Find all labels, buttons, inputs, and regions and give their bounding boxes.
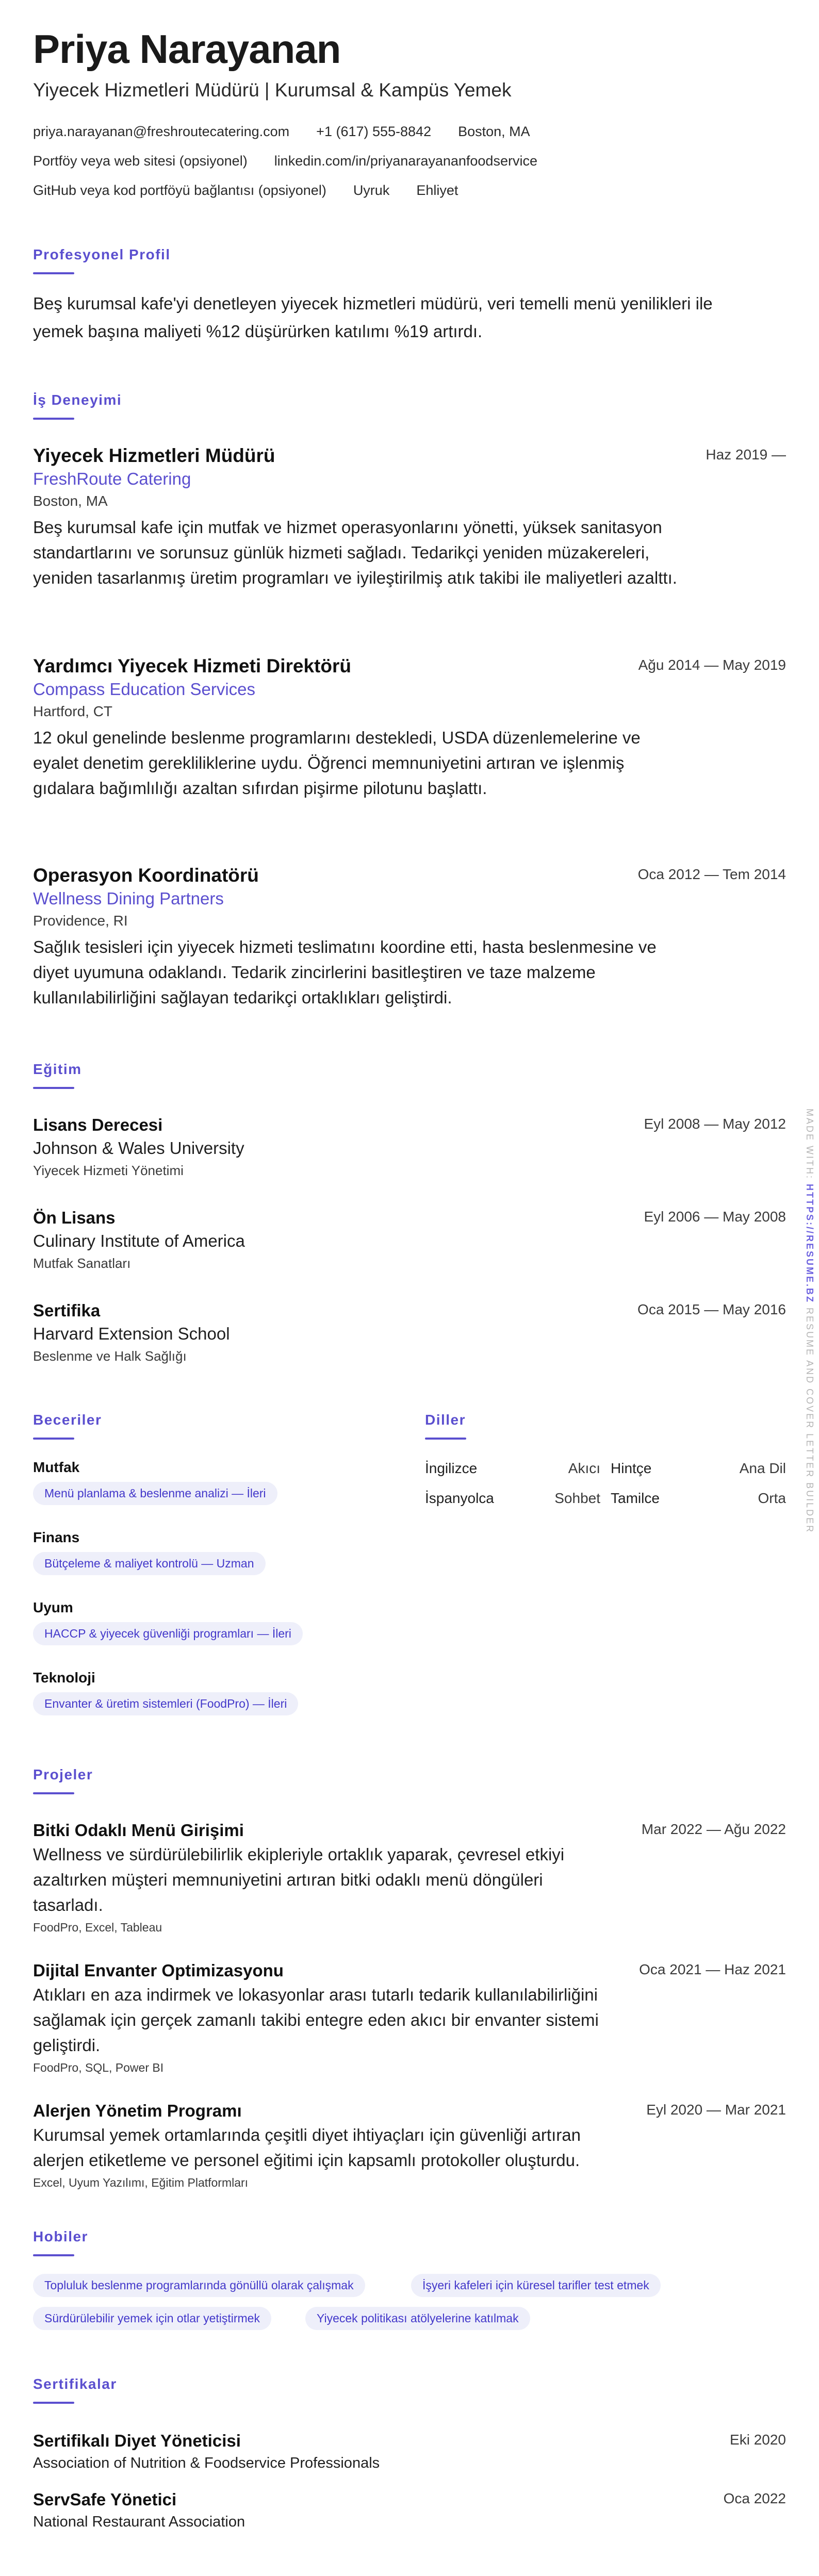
certifications-heading: Sertifikalar (33, 2376, 117, 2392)
study-field: Beslenme ve Halk Sağlığı (33, 1348, 187, 1364)
language-name: Hintçe (611, 1460, 652, 1476)
job-description: Sağlık tesisleri için yiyecek hizmeti teslimatını koordine etti, hasta beslenmesine ve diyet uyumuna odaklandı. Tedarik zincirlerini basitleştiren ve taze malzeme kullanılabilirliğini sağlayan tedarikçi ortaklıkları geliştirdi. (33, 937, 657, 1007)
education-date: Eyl 2006 — May 2008 (644, 1209, 786, 1225)
certifications-rule (33, 2402, 74, 2404)
candidate-name: Priya Narayanan (33, 26, 341, 72)
hobbies-heading: Hobiler (33, 2228, 88, 2244)
project-date: Oca 2021 — Haz 2021 (639, 1961, 786, 1977)
job-date: Oca 2012 — Tem 2014 (637, 866, 786, 882)
experience-rule (33, 418, 74, 420)
hobby-chip: İşyeri kafeleri için küresel tarifler test etmek (411, 2274, 661, 2297)
portfolio-link[interactable]: Portföy veya web sitesi (opsiyonel) (33, 153, 248, 169)
project-tech: Excel, Uyum Yazılımı, Eğitim Platformları (33, 2176, 249, 2189)
profile-heading: Profesyonel Profil (33, 246, 171, 262)
language-level: Akıcı (568, 1460, 600, 1476)
language-item (425, 1490, 600, 1507)
language-name: Tamilce (611, 1490, 660, 1506)
degree-name: Ön Lisans (33, 1208, 116, 1227)
project-description: Wellness ve sürdürülebilirlik ekipleriyle ortaklık yaparak, çevresel etkiyi azaltırken müşteri memnuniyetini artıran bitki odaklı menü döngüleri tasarladı. (33, 1845, 565, 1914)
skill-category: Uyum (33, 1599, 73, 1615)
hobby-chip: Topluluk beslenme programlarında gönüllü olarak çalışmak (33, 2274, 365, 2297)
languages-heading: Diller (425, 1412, 466, 1428)
project-item (33, 2100, 786, 2191)
experience-heading: İş Deneyimi (33, 392, 122, 408)
study-field: Yiyecek Hizmeti Yönetimi (33, 1163, 184, 1178)
languages-rule (425, 1438, 466, 1440)
job-description: 12 okul genelinde beslenme programlarını destekledi, USDA düzenlemelerine ve eyalet denetim gerekliliklerine uydu. Öğrenci memnuniyetini artıran ve işlenmiş gıdalara bağımlılığı azaltan sıfırdan pişirme pilotunu başlattı. (33, 728, 641, 798)
school-name: Harvard Extension School (33, 1324, 230, 1343)
degree-name: Lisans Derecesi (33, 1115, 163, 1134)
skill-chip: Bütçeleme & maliyet kontrolü — Uzman (33, 1552, 266, 1575)
hobby-chip: Sürdürülebilir yemek için otlar yetiştirmek (33, 2307, 271, 2330)
project-item (33, 1819, 786, 1936)
language-item (611, 1460, 786, 1477)
certification-issuer: National Restaurant Association (33, 2514, 245, 2530)
job-location: Hartford, CT (33, 703, 113, 719)
project-tech: FoodPro, Excel, Tableau (33, 1921, 162, 1934)
certification-item (33, 2488, 786, 2533)
job-date: Ağu 2014 — May 2019 (638, 657, 786, 673)
project-date: Mar 2022 — Ağu 2022 (641, 1821, 786, 1837)
language-level: Ana Dil (739, 1460, 786, 1476)
hobbies-rule (33, 2254, 74, 2256)
job-description: Beş kurumsal kafe için mutfak ve hizmet operasyonlarını yönetti, yüksek sanitasyon standartlarını ve sorunsuz günlük hizmeti sağladı. Tedarikçi yeniden müzakereleri, yeniden tasarlanmış üretim programları ve iyileştirilmiş atık takibi ile maliyetleri azalttı. (33, 518, 677, 587)
made-with-watermark (804, 1109, 815, 1533)
project-description: Atıkları en aza indirmek ve lokasyonlar arası tutarlı tedarik kullanılabilirliğini sağlamak için gerçek zamanlı takibi entegre eden akıcı bir envanter sistemi geliştirdi. (33, 1985, 599, 2055)
job-company: Compass Education Services (33, 680, 256, 699)
job-company: FreshRoute Catering (33, 469, 191, 488)
profile-rule (33, 272, 74, 274)
language-name: İspanyolca (425, 1490, 494, 1506)
contact-row-1 (33, 124, 530, 140)
job-title: Yardımcı Yiyecek Hizmeti Direktörü (33, 655, 351, 676)
experience-item (33, 864, 786, 1010)
job-date: Haz 2019 — (706, 447, 786, 463)
study-field: Mutfak Sanatları (33, 1256, 131, 1271)
skill-category: Mutfak (33, 1459, 80, 1475)
certification-date: Eki 2020 (730, 2432, 786, 2448)
education-date: Oca 2015 — May 2016 (637, 1301, 786, 1317)
language-item (611, 1490, 786, 1507)
degree-name: Sertifika (33, 1301, 101, 1320)
language-item (425, 1460, 600, 1477)
job-title: Operasyon Koordinatörü (33, 865, 259, 886)
job-location: Providence, RI (33, 913, 128, 929)
education-heading: Eğitim (33, 1061, 82, 1077)
linkedin-link[interactable]: linkedin.com/in/priyanarayananfoodservice (274, 153, 537, 169)
certification-item (33, 2430, 786, 2474)
school-name: Culinary Institute of America (33, 1231, 245, 1250)
skill-chip: Envanter & üretim sistemleri (FoodPro) — İleri (33, 1692, 298, 1715)
watermark-prefix: MADE WITH: (805, 1109, 815, 1180)
watermark-suffix: RESUME AND COVER LETTER BUILDER (805, 1308, 815, 1534)
candidate-headline: Yiyecek Hizmetleri Müdürü | Kurumsal & Kampüs Yemek (33, 79, 512, 101)
school-name: Johnson & Wales University (33, 1138, 244, 1158)
certification-date: Oca 2022 (723, 2490, 786, 2506)
projects-heading: Projeler (33, 1766, 93, 1782)
project-title: Dijital Envanter Optimizasyonu (33, 1961, 284, 1980)
hobby-chip: Yiyecek politikası atölyelerine katılmak (305, 2307, 530, 2330)
email-link[interactable]: priya.narayanan@freshroutecatering.com (33, 124, 290, 139)
project-item (33, 1959, 786, 2076)
watermark-link[interactable]: HTTPS://RESUME.BZ (805, 1184, 815, 1304)
project-title: Bitki Odaklı Menü Girişimi (33, 1821, 244, 1840)
certification-name: ServSafe Yönetici (33, 2490, 177, 2509)
certification-issuer: Association of Nutrition & Foodservice Professionals (33, 2455, 380, 2471)
language-level: Orta (758, 1490, 786, 1506)
skill-chip: HACCP & yiyecek güvenliği programları — İleri (33, 1622, 303, 1645)
project-description: Kurumsal yemek ortamlarında çeşitli diyet ihtiyaçları için güvenliği artıran alerjen etiketleme ve personel eğitimi için kapsamlı protokoller oluşturdu. (33, 2125, 581, 2170)
education-item (33, 1114, 786, 1181)
project-title: Alerjen Yönetim Programı (33, 2101, 242, 2120)
skill-category: Teknoloji (33, 1670, 95, 1686)
education-date: Eyl 2008 — May 2012 (644, 1116, 786, 1132)
projects-rule (33, 1792, 74, 1794)
education-item (33, 1207, 786, 1274)
profile-summary: Beş kurumsal kafe'yi denetleyen yiyecek hizmetleri müdürü, veri temelli menü yenilikleri ile yemek başına maliyeti %12 düşürürken katılımı %19 artırdı. (33, 294, 713, 341)
language-name: İngilizce (425, 1460, 478, 1476)
language-level: Sohbet (554, 1490, 600, 1506)
contact-row-3 (33, 183, 458, 199)
location-text: Boston, MA (458, 124, 530, 139)
experience-item (33, 655, 786, 801)
phone-text: +1 (617) 555-8842 (316, 124, 432, 139)
education-item (33, 1299, 786, 1366)
contact-row-2 (33, 153, 537, 169)
education-rule (33, 1087, 74, 1089)
certification-name: Sertifikalı Diyet Yöneticisi (33, 2431, 241, 2450)
job-title: Yiyecek Hizmetleri Müdürü (33, 445, 275, 466)
skill-category: Finans (33, 1529, 80, 1545)
project-tech: FoodPro, SQL, Power BI (33, 2061, 164, 2074)
github-link[interactable]: GitHub veya kod portföyü bağlantısı (opsiyonel) (33, 183, 326, 198)
experience-item (33, 444, 786, 590)
license-text: Ehliyet (416, 183, 458, 198)
nationality-text: Uyruk (353, 183, 390, 198)
skill-chip: Menü planlama & beslenme analizi — İleri (33, 1482, 277, 1505)
job-location: Boston, MA (33, 493, 108, 509)
project-date: Eyl 2020 — Mar 2021 (646, 2102, 786, 2118)
skills-heading: Beceriler (33, 1412, 102, 1428)
job-company: Wellness Dining Partners (33, 889, 224, 908)
skills-rule (33, 1438, 74, 1440)
